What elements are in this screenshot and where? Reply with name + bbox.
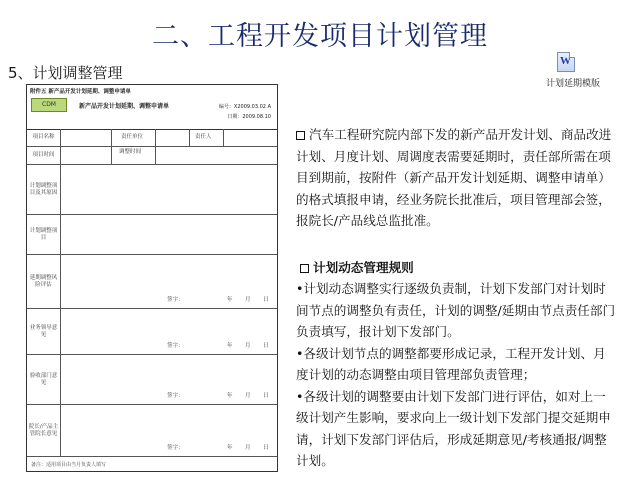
form-label: 项目时间 xyxy=(27,147,61,164)
sign-label: 签字： xyxy=(167,297,184,303)
sign-label: 签字： xyxy=(167,393,184,399)
date-day: 日 xyxy=(263,393,269,399)
form-row-acceptance xyxy=(27,355,277,405)
form-date: 日期：2009.08.10 xyxy=(227,114,271,120)
form-row-risk xyxy=(27,255,277,309)
date-month: 月 xyxy=(245,297,251,303)
form-title: 新产品开发计划延期、调整申请单 xyxy=(79,103,170,110)
date-month: 月 xyxy=(245,445,251,451)
form-row-items xyxy=(27,215,277,255)
word-doc-icon[interactable] xyxy=(557,52,575,72)
rules-list xyxy=(296,278,616,472)
slide-title: 二、工程开发项目计划管理 xyxy=(152,21,488,52)
date-year: 年 xyxy=(227,297,233,303)
form-row-time xyxy=(27,147,277,165)
date-month: 月 xyxy=(245,343,251,349)
form-label: 验收部门意见 xyxy=(27,355,61,404)
form-label: 延期调整风险评估 xyxy=(27,255,61,308)
form-label: 业务领导意见 xyxy=(27,309,61,354)
form-caption: 附件五 新产品开发计划延期、调整申请单 xyxy=(30,89,131,95)
section-heading: 5、计划调整管理 xyxy=(8,64,123,82)
application-form-image xyxy=(26,84,278,472)
form-row-director xyxy=(27,405,277,457)
date-day: 日 xyxy=(263,297,269,303)
rule-item: •各级计划节点的调整都要形成记录，工程开发计划、月度计划的动态调整由项目管理部负责管理； xyxy=(296,345,606,382)
form-label: 院长/产品主管院长意见 xyxy=(27,405,61,456)
rule-item: •各级计划的调整要由计划下发部门进行评估，如对上一级计划产生影响，要求向上一级计划下发部门提交延期申请，计划下发部门评估后，形成延期意见/考核通报/调整计划。 xyxy=(296,388,611,468)
square-bullet-icon xyxy=(300,264,309,273)
form-number: 编号：X2009.03.02 A xyxy=(218,104,271,110)
attachment-label[interactable]: 计划延期模版 xyxy=(545,79,600,89)
sign-label: 签字： xyxy=(167,343,184,349)
date-year: 年 xyxy=(227,343,233,349)
form-label: 计划调整项目及其原因 xyxy=(27,165,61,214)
rules-heading xyxy=(300,257,414,279)
date-day: 日 xyxy=(263,343,269,349)
form-label: 责任单位 xyxy=(121,134,144,140)
paragraph-text: 汽车工程研究院内部下发的新产品开发计划、商品改进计划、月度计划、周调度表需要延期时，责任部所需在项目到期前，按附件（新产品开发计划延期、调整申请单）的格式填报申请，经业务院长批准后，项目管理部会签，报院长/产品线总监批准。 xyxy=(296,127,612,228)
form-row-project xyxy=(27,129,277,147)
date-year: 年 xyxy=(227,445,233,451)
rule-item: •计划动态调整实行逐级负责制，计划下发部门对计划时间节点的调整负有责任，计划的调整/延期由节点责任部门负责填写，报计划下发部门。 xyxy=(296,281,616,339)
date-year: 年 xyxy=(227,393,233,399)
form-label: 责任人 xyxy=(195,134,212,140)
paragraph-delay-procedure xyxy=(296,124,616,232)
form-row-business xyxy=(27,309,277,355)
date-month: 月 xyxy=(245,393,251,399)
form-label: 计划调整项目 xyxy=(27,215,61,254)
date-day: 日 xyxy=(263,445,269,451)
sign-label: 签字： xyxy=(167,445,184,451)
rules-heading-text: 计划动态管理规则 xyxy=(313,260,414,275)
square-bullet-icon xyxy=(296,131,305,140)
form-footer: 备注：适用项目由当月负责人填写 xyxy=(31,462,107,468)
form-row-reason xyxy=(27,165,277,215)
form-label: 项目名称 xyxy=(27,129,61,146)
form-label: 调整时间 xyxy=(119,149,142,155)
form-tag: CDM xyxy=(31,98,67,112)
